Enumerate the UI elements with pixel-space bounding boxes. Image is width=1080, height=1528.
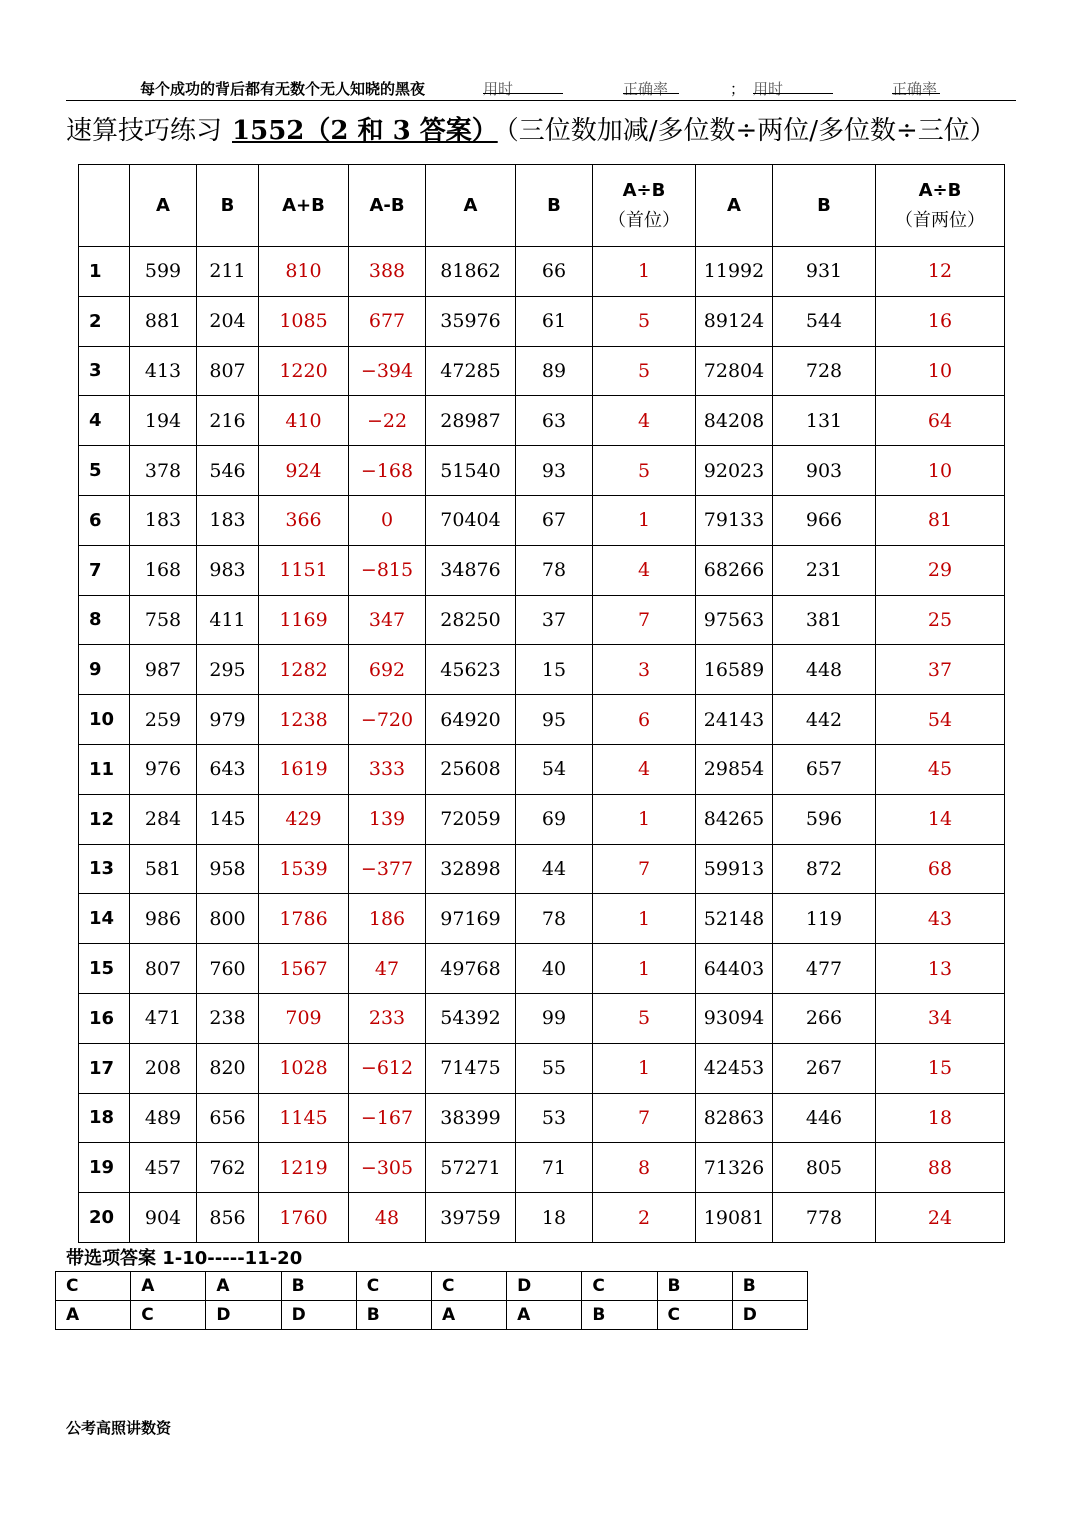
cell-div2-result: 5 [593, 296, 696, 346]
cell-div2-result: 7 [593, 844, 696, 894]
cell-div3-result: 29 [876, 545, 1005, 595]
cell-sum: 810 [259, 247, 349, 297]
header-add-a: A [130, 165, 197, 247]
cell-diff: −305 [349, 1143, 426, 1193]
cell-div3-result: 10 [876, 446, 1005, 496]
cell-div2-b: 53 [516, 1093, 593, 1143]
cell-add-a: 194 [130, 396, 197, 446]
cell-div3-a: 71326 [696, 1143, 773, 1193]
cell-div2-a: 57271 [426, 1143, 516, 1193]
cell-index: 7 [79, 545, 130, 595]
option-cell: D [206, 1301, 281, 1330]
cell-add-a: 581 [130, 844, 197, 894]
option-cell: A [56, 1301, 131, 1330]
cell-div2-a: 97169 [426, 894, 516, 944]
header-div3-sub: （首两位） [895, 209, 985, 231]
header-div2-sub: （首位） [608, 209, 680, 231]
cell-div2-result: 1 [593, 495, 696, 545]
table-row [79, 1043, 1005, 1093]
cell-div2-b: 71 [516, 1143, 593, 1193]
cell-div3-b: 966 [773, 495, 876, 545]
table-row [79, 794, 1005, 844]
cell-diff: −720 [349, 695, 426, 745]
table-row [79, 446, 1005, 496]
option-cell: D [507, 1272, 582, 1301]
cell-index: 8 [79, 595, 130, 645]
cell-diff: 0 [349, 495, 426, 545]
cell-div3-result: 18 [876, 1093, 1005, 1143]
cell-add-a: 183 [130, 495, 197, 545]
cell-add-b: 983 [197, 545, 259, 595]
cell-sum: 1238 [259, 695, 349, 745]
option-cell: C [582, 1272, 657, 1301]
footer-text: 公考高照讲数资 [66, 1419, 172, 1437]
title-main: 速算技巧练习 [66, 116, 223, 146]
cell-sum: 1282 [259, 645, 349, 695]
cell-diff: −377 [349, 844, 426, 894]
motto: 每个成功的背后都有无数个无人知晓的黑夜 [140, 80, 426, 98]
cell-div3-a: 68266 [696, 545, 773, 595]
cell-add-a: 758 [130, 595, 197, 645]
table-row [79, 1193, 1005, 1243]
cell-sum: 366 [259, 495, 349, 545]
cell-div3-b: 267 [773, 1043, 876, 1093]
cell-div2-a: 34876 [426, 545, 516, 595]
cell-index: 16 [79, 993, 130, 1043]
option-cell: D [732, 1301, 807, 1330]
cell-div3-result: 34 [876, 993, 1005, 1043]
cell-div3-a: 92023 [696, 446, 773, 496]
cell-div2-b: 37 [516, 595, 593, 645]
cell-div2-b: 78 [516, 894, 593, 944]
cell-index: 11 [79, 744, 130, 794]
cell-div2-a: 32898 [426, 844, 516, 894]
cell-div3-a: 82863 [696, 1093, 773, 1143]
cell-add-b: 211 [197, 247, 259, 297]
cell-div2-b: 63 [516, 396, 593, 446]
cell-add-a: 976 [130, 744, 197, 794]
cell-div2-b: 18 [516, 1193, 593, 1243]
cell-div3-result: 24 [876, 1193, 1005, 1243]
cell-div2-result: 5 [593, 346, 696, 396]
header-sum: A+B [259, 165, 349, 247]
table-header-row [79, 165, 1005, 247]
cell-div2-b: 78 [516, 545, 593, 595]
cell-div2-a: 51540 [426, 446, 516, 496]
cell-index: 14 [79, 894, 130, 944]
cell-sum: 1760 [259, 1193, 349, 1243]
cell-add-a: 986 [130, 894, 197, 944]
option-cell: A [507, 1301, 582, 1330]
cell-div2-result: 5 [593, 993, 696, 1043]
option-cell: C [131, 1301, 206, 1330]
cell-div3-result: 12 [876, 247, 1005, 297]
cell-diff: 333 [349, 744, 426, 794]
cell-index: 19 [79, 1143, 130, 1193]
cell-div3-result: 13 [876, 944, 1005, 994]
page-title [66, 110, 1026, 154]
accuracy-blank-1[interactable] [623, 78, 679, 94]
cell-div2-b: 69 [516, 794, 593, 844]
cell-div2-a: 28987 [426, 396, 516, 446]
option-cell: D [281, 1301, 356, 1330]
separator: ； [730, 80, 746, 98]
cell-div3-result: 88 [876, 1143, 1005, 1193]
table-row [79, 894, 1005, 944]
cell-div3-b: 872 [773, 844, 876, 894]
cell-div3-result: 68 [876, 844, 1005, 894]
time-label-2: 用时 [753, 80, 784, 98]
cell-div2-b: 15 [516, 645, 593, 695]
cell-div3-b: 544 [773, 296, 876, 346]
cell-sum: 1220 [259, 346, 349, 396]
accuracy-blank-2[interactable] [892, 78, 940, 94]
cell-div3-a: 84208 [696, 396, 773, 446]
cell-div3-a: 93094 [696, 993, 773, 1043]
cell-div3-b: 119 [773, 894, 876, 944]
cell-diff: 139 [349, 794, 426, 844]
cell-add-a: 489 [130, 1093, 197, 1143]
cell-div3-a: 84265 [696, 794, 773, 844]
cell-add-b: 760 [197, 944, 259, 994]
cell-index: 5 [79, 446, 130, 496]
cell-add-a: 807 [130, 944, 197, 994]
cell-div2-b: 95 [516, 695, 593, 745]
table-row [79, 545, 1005, 595]
cell-add-b: 216 [197, 396, 259, 446]
options-body [56, 1272, 808, 1330]
cell-div3-result: 10 [876, 346, 1005, 396]
table-row [79, 695, 1005, 745]
option-cell: C [356, 1272, 431, 1301]
cell-div2-result: 7 [593, 1093, 696, 1143]
cell-add-a: 259 [130, 695, 197, 745]
cell-div2-result: 1 [593, 247, 696, 297]
header-add-b: B [197, 165, 259, 247]
cell-div3-result: 81 [876, 495, 1005, 545]
cell-div3-result: 37 [876, 645, 1005, 695]
cell-div3-a: 42453 [696, 1043, 773, 1093]
cell-index: 12 [79, 794, 130, 844]
option-cell: B [582, 1301, 657, 1330]
table-row [79, 944, 1005, 994]
cell-div2-result: 6 [593, 695, 696, 745]
cell-div3-b: 657 [773, 744, 876, 794]
table-row [79, 396, 1005, 446]
cell-add-a: 378 [130, 446, 197, 496]
cell-div3-b: 728 [773, 346, 876, 396]
option-cell: B [732, 1272, 807, 1301]
cell-div2-b: 67 [516, 495, 593, 545]
cell-div3-b: 903 [773, 446, 876, 496]
cell-div2-b: 44 [516, 844, 593, 894]
cell-div2-a: 72059 [426, 794, 516, 844]
cell-div2-result: 7 [593, 595, 696, 645]
table-row [79, 595, 1005, 645]
cell-add-b: 183 [197, 495, 259, 545]
cell-div2-a: 54392 [426, 993, 516, 1043]
cell-div2-result: 1 [593, 944, 696, 994]
table-row [79, 993, 1005, 1043]
cell-div3-a: 29854 [696, 744, 773, 794]
cell-add-b: 762 [197, 1143, 259, 1193]
cell-diff: −612 [349, 1043, 426, 1093]
cell-sum: 1619 [259, 744, 349, 794]
cell-diff: 347 [349, 595, 426, 645]
cell-div3-b: 596 [773, 794, 876, 844]
cell-div3-b: 446 [773, 1093, 876, 1143]
cell-index: 15 [79, 944, 130, 994]
table-row [79, 1093, 1005, 1143]
table-row [79, 1143, 1005, 1193]
cell-add-a: 208 [130, 1043, 197, 1093]
cell-div3-b: 805 [773, 1143, 876, 1193]
time-label-1: 用时 [483, 80, 514, 98]
cell-div2-a: 28250 [426, 595, 516, 645]
options-row [56, 1272, 808, 1301]
time-blank-1[interactable] [483, 78, 563, 94]
cell-index: 18 [79, 1093, 130, 1143]
cell-div2-a: 71475 [426, 1043, 516, 1093]
option-cell: A [206, 1272, 281, 1301]
cell-diff: −815 [349, 545, 426, 595]
cell-add-a: 904 [130, 1193, 197, 1243]
cell-add-b: 800 [197, 894, 259, 944]
cell-div2-a: 45623 [426, 645, 516, 695]
cell-add-b: 238 [197, 993, 259, 1043]
cell-div3-result: 16 [876, 296, 1005, 346]
options-row [56, 1301, 808, 1330]
cell-sum: 1539 [259, 844, 349, 894]
cell-div3-b: 131 [773, 396, 876, 446]
cell-add-a: 881 [130, 296, 197, 346]
cell-div3-b: 381 [773, 595, 876, 645]
cell-add-b: 656 [197, 1093, 259, 1143]
cell-div3-a: 64403 [696, 944, 773, 994]
option-cell: B [356, 1301, 431, 1330]
options-table [55, 1271, 808, 1330]
cell-div3-a: 16589 [696, 645, 773, 695]
cell-div2-b: 40 [516, 944, 593, 994]
header-diff: A-B [349, 165, 426, 247]
cell-div2-a: 49768 [426, 944, 516, 994]
cell-sum: 1145 [259, 1093, 349, 1143]
cell-add-a: 987 [130, 645, 197, 695]
cell-div3-b: 266 [773, 993, 876, 1043]
option-cell: C [56, 1272, 131, 1301]
cell-add-b: 856 [197, 1193, 259, 1243]
cell-diff: 388 [349, 247, 426, 297]
cell-div3-b: 931 [773, 247, 876, 297]
cell-div2-result: 4 [593, 396, 696, 446]
table-row [79, 346, 1005, 396]
cell-diff: 48 [349, 1193, 426, 1243]
cell-diff: −22 [349, 396, 426, 446]
cell-index: 4 [79, 396, 130, 446]
cell-div2-result: 2 [593, 1193, 696, 1243]
option-cell: C [431, 1272, 506, 1301]
table-body [79, 247, 1005, 1243]
accuracy-label-2: 正确率 [892, 80, 938, 98]
cell-div3-result: 45 [876, 744, 1005, 794]
cell-add-a: 471 [130, 993, 197, 1043]
cell-div2-a: 25608 [426, 744, 516, 794]
cell-div2-b: 61 [516, 296, 593, 346]
header-div3-a: A [696, 165, 773, 247]
cell-add-a: 413 [130, 346, 197, 396]
header-line [66, 78, 1016, 101]
cell-add-b: 643 [197, 744, 259, 794]
cell-div2-result: 5 [593, 446, 696, 496]
time-blank-2[interactable] [753, 78, 833, 94]
cell-add-b: 145 [197, 794, 259, 844]
cell-div3-b: 442 [773, 695, 876, 745]
cell-diff: 692 [349, 645, 426, 695]
cell-index: 13 [79, 844, 130, 894]
cell-sum: 1169 [259, 595, 349, 645]
cell-div2-a: 64920 [426, 695, 516, 745]
cell-div3-b: 477 [773, 944, 876, 994]
cell-div2-result: 4 [593, 744, 696, 794]
cell-div2-a: 47285 [426, 346, 516, 396]
cell-add-b: 546 [197, 446, 259, 496]
table-row [79, 645, 1005, 695]
cell-add-b: 979 [197, 695, 259, 745]
cell-diff: −167 [349, 1093, 426, 1143]
cell-div2-a: 38399 [426, 1093, 516, 1143]
table-row [79, 844, 1005, 894]
cell-sum: 1151 [259, 545, 349, 595]
cell-add-b: 807 [197, 346, 259, 396]
cell-index: 9 [79, 645, 130, 695]
cell-div2-b: 55 [516, 1043, 593, 1093]
cell-diff: 233 [349, 993, 426, 1043]
cell-diff: −168 [349, 446, 426, 496]
cell-div3-b: 231 [773, 545, 876, 595]
option-cell: B [657, 1272, 732, 1301]
cell-add-b: 411 [197, 595, 259, 645]
cell-div3-result: 43 [876, 894, 1005, 944]
cell-add-a: 168 [130, 545, 197, 595]
cell-sum: 1786 [259, 894, 349, 944]
cell-add-a: 599 [130, 247, 197, 297]
cell-div2-b: 99 [516, 993, 593, 1043]
cell-add-b: 204 [197, 296, 259, 346]
cell-div3-b: 448 [773, 645, 876, 695]
cell-diff: 47 [349, 944, 426, 994]
cell-div3-result: 64 [876, 396, 1005, 446]
cell-div3-result: 15 [876, 1043, 1005, 1093]
table-row [79, 495, 1005, 545]
header-div3-label: A÷B [918, 179, 962, 201]
cell-index: 17 [79, 1043, 130, 1093]
options-title: 带选项答案 1-10-----11-20 [66, 1248, 303, 1269]
cell-div2-a: 35976 [426, 296, 516, 346]
cell-sum: 924 [259, 446, 349, 496]
header-div3-result [876, 165, 1005, 247]
cell-div2-a: 39759 [426, 1193, 516, 1243]
table-row [79, 296, 1005, 346]
cell-div3-a: 79133 [696, 495, 773, 545]
cell-div2-result: 3 [593, 645, 696, 695]
cell-sum: 1567 [259, 944, 349, 994]
option-cell: A [431, 1301, 506, 1330]
cell-sum: 1028 [259, 1043, 349, 1093]
cell-div2-b: 93 [516, 446, 593, 496]
cell-div2-b: 66 [516, 247, 593, 297]
cell-div3-result: 54 [876, 695, 1005, 745]
cell-div3-b: 778 [773, 1193, 876, 1243]
cell-div3-result: 14 [876, 794, 1005, 844]
cell-div3-a: 52148 [696, 894, 773, 944]
header-index [79, 165, 130, 247]
cell-diff: 186 [349, 894, 426, 944]
option-cell: A [131, 1272, 206, 1301]
accuracy-label-1: 正确率 [623, 80, 669, 98]
cell-sum: 1085 [259, 296, 349, 346]
cell-div3-a: 59913 [696, 844, 773, 894]
title-number: 1552（2 和 3 答案） [232, 116, 498, 146]
cell-div3-a: 24143 [696, 695, 773, 745]
cell-div2-b: 54 [516, 744, 593, 794]
cell-div2-result: 8 [593, 1143, 696, 1193]
cell-add-b: 958 [197, 844, 259, 894]
cell-diff: −394 [349, 346, 426, 396]
cell-div2-result: 1 [593, 794, 696, 844]
cell-index: 2 [79, 296, 130, 346]
cell-div3-result: 25 [876, 595, 1005, 645]
header-div3-b: B [773, 165, 876, 247]
cell-div3-a: 11992 [696, 247, 773, 297]
table-row [79, 744, 1005, 794]
cell-div3-a: 72804 [696, 346, 773, 396]
cell-index: 1 [79, 247, 130, 297]
cell-add-b: 820 [197, 1043, 259, 1093]
cell-sum: 429 [259, 794, 349, 844]
practice-table [78, 164, 1005, 1243]
header-div2-label: A÷B [622, 179, 666, 201]
cell-index: 20 [79, 1193, 130, 1243]
option-cell: B [281, 1272, 356, 1301]
cell-index: 6 [79, 495, 130, 545]
cell-div3-a: 97563 [696, 595, 773, 645]
cell-div2-a: 81862 [426, 247, 516, 297]
cell-index: 10 [79, 695, 130, 745]
cell-add-a: 284 [130, 794, 197, 844]
title-subtitle: （三位数加减/多位数÷两位/多位数÷三位） [505, 116, 996, 146]
cell-sum: 709 [259, 993, 349, 1043]
option-cell: C [657, 1301, 732, 1330]
cell-div2-result: 1 [593, 894, 696, 944]
cell-index: 3 [79, 346, 130, 396]
table-row [79, 247, 1005, 297]
cell-div2-result: 1 [593, 1043, 696, 1093]
header-div2-b: B [516, 165, 593, 247]
header-div2-result [593, 165, 696, 247]
cell-sum: 1219 [259, 1143, 349, 1193]
cell-div2-a: 70404 [426, 495, 516, 545]
cell-div2-result: 4 [593, 545, 696, 595]
cell-diff: 677 [349, 296, 426, 346]
cell-div2-b: 89 [516, 346, 593, 396]
header-div2-a: A [426, 165, 516, 247]
cell-sum: 410 [259, 396, 349, 446]
cell-div3-a: 19081 [696, 1193, 773, 1243]
cell-add-b: 295 [197, 645, 259, 695]
cell-add-a: 457 [130, 1143, 197, 1193]
cell-div3-a: 89124 [696, 296, 773, 346]
